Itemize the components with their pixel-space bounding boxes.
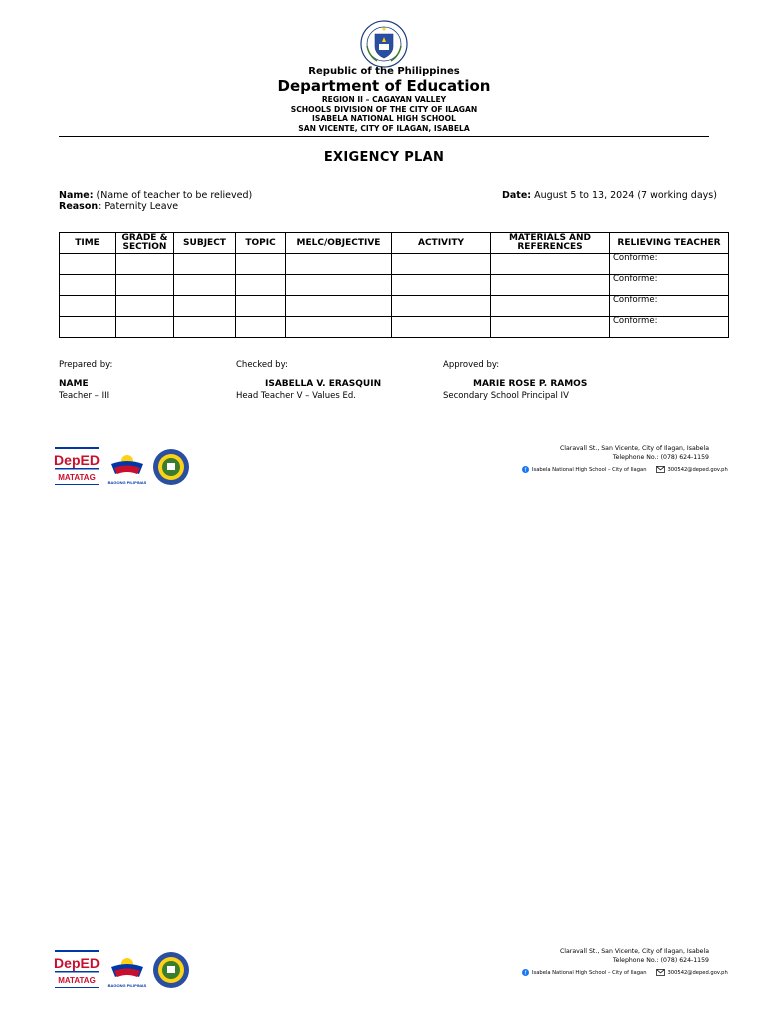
conforme-cell: Conforme: [610, 296, 729, 317]
column-header: SUBJECT [174, 233, 236, 254]
table-cell [116, 254, 174, 275]
table-cell [116, 275, 174, 296]
bagong-wordmark: BAGONG PILIPINAS [107, 480, 147, 485]
table-cell [392, 275, 491, 296]
name-label: Name: [59, 190, 94, 201]
footer-social [522, 969, 728, 976]
footer-email: 300542@deped.gov.ph [667, 969, 728, 976]
school-line: ISABELA NATIONAL HIGH SCHOOL [312, 114, 456, 123]
table-cell [174, 254, 236, 275]
footer-facebook: Isabela National High School – City of Ilagan [532, 466, 647, 473]
address-line: SAN VICENTE, CITY OF ILAGAN, ISABELA [298, 124, 470, 133]
matatag-wordmark: MATATAG [58, 473, 96, 482]
exigency-table [59, 232, 729, 338]
svg-text:f: f [524, 467, 527, 473]
column-header: TOPIC [236, 233, 286, 254]
table-cell [174, 317, 236, 338]
footer-facebook: Isabela National High School – City of Ilagan [532, 969, 647, 976]
name-row [59, 190, 252, 201]
prepared-position: Teacher – III [59, 391, 110, 401]
country-heading: Republic of the Philippines [308, 66, 460, 77]
table-cell [60, 254, 116, 275]
table-cell [491, 317, 610, 338]
bagong-pilipinas-logo-icon [106, 446, 148, 488]
approved-label: Approved by: [443, 360, 500, 370]
reason-label: Reason [59, 201, 99, 212]
facebook-icon [522, 969, 529, 976]
bagong-pilipinas-logo-icon [106, 949, 148, 991]
column-header: GRADE & SECTION [116, 233, 174, 254]
footer-social [522, 466, 728, 473]
table-cell [236, 275, 286, 296]
column-header: ACTIVITY [392, 233, 491, 254]
facebook-icon [522, 466, 529, 473]
conforme-cell: Conforme: [610, 275, 729, 296]
footer-logos [54, 446, 147, 492]
matatag-wordmark: MATATAG [58, 976, 96, 985]
department-heading: Department of Education [277, 77, 491, 95]
deped-wordmark: DepED [54, 955, 100, 971]
header-divider [59, 136, 709, 137]
column-header: TIME [60, 233, 116, 254]
table-header-row [60, 233, 729, 254]
table-cell [236, 296, 286, 317]
footer-telephone: Telephone No.: (078) 624-1159 [612, 957, 709, 964]
prepared-name: NAME [59, 379, 89, 389]
bagong-wordmark: BAGONG PILIPINAS [107, 983, 147, 988]
division-line: SCHOOLS DIVISION OF THE CITY OF ILAGAN [290, 105, 478, 114]
footer-email: 300542@deped.gov.ph [667, 466, 728, 473]
name-value: (Name of teacher to be relieved) [93, 190, 253, 201]
footer-telephone: Telephone No.: (078) 624-1159 [612, 454, 709, 461]
approved-name: MARIE ROSE P. RAMOS [473, 379, 588, 389]
table-row [60, 296, 729, 317]
table-cell [491, 275, 610, 296]
footer-address: Claravall St., San Vicente, City of Ilagan, Isabela [559, 948, 709, 955]
table-cell [174, 275, 236, 296]
deped-matatag-logo-icon [54, 446, 100, 488]
deped-matatag-logo-icon [54, 949, 100, 991]
reason-value: : Paternity Leave [98, 201, 179, 212]
checked-position: Head Teacher V – Values Ed. [236, 391, 357, 401]
column-header: MATERIALS AND REFERENCES [491, 233, 610, 254]
column-header: RELIEVING TEACHER [610, 233, 729, 254]
table-cell [174, 296, 236, 317]
footer-logos-bottom [54, 949, 147, 995]
conforme-cell: Conforme: [610, 254, 729, 275]
deped-wordmark: DepED [54, 452, 100, 468]
school-seal-icon [152, 951, 190, 989]
table-row [60, 317, 729, 338]
region-line: REGION II – CAGAYAN VALLEY [321, 95, 447, 104]
table-cell [236, 317, 286, 338]
checked-name: ISABELLA V. ERASQUIN [265, 379, 382, 389]
table-cell [60, 317, 116, 338]
table-cell [116, 317, 174, 338]
table-cell [60, 296, 116, 317]
footer-address: Claravall St., San Vicente, City of Ilagan, Isabela [559, 445, 709, 452]
column-header: MELC/OBJECTIVE [286, 233, 392, 254]
table-cell [491, 254, 610, 275]
table-cell [60, 275, 116, 296]
reason-row [59, 201, 178, 212]
school-seal-icon [152, 448, 190, 486]
date-value: August 5 to 13, 2024 (7 working days) [531, 190, 717, 201]
table-cell [286, 275, 392, 296]
table-cell [392, 317, 491, 338]
email-icon [656, 969, 665, 976]
table-cell [286, 254, 392, 275]
table-cell [286, 296, 392, 317]
document-title: EXIGENCY PLAN [323, 150, 445, 165]
approved-position: Secondary School Principal IV [443, 391, 569, 401]
table-cell [392, 254, 491, 275]
table-cell [116, 296, 174, 317]
conforme-cell: Conforme: [610, 317, 729, 338]
table-cell [286, 317, 392, 338]
table-row [60, 275, 729, 296]
table-row [60, 254, 729, 275]
date-label: Date: [502, 190, 532, 201]
prepared-label: Prepared by: [59, 360, 113, 370]
svg-text:f: f [524, 970, 527, 976]
email-icon [656, 466, 665, 473]
date-row [502, 190, 717, 201]
table-cell [236, 254, 286, 275]
deped-seal-icon [360, 20, 408, 68]
table-cell [491, 296, 610, 317]
checked-label: Checked by: [236, 360, 288, 370]
table-cell [392, 296, 491, 317]
